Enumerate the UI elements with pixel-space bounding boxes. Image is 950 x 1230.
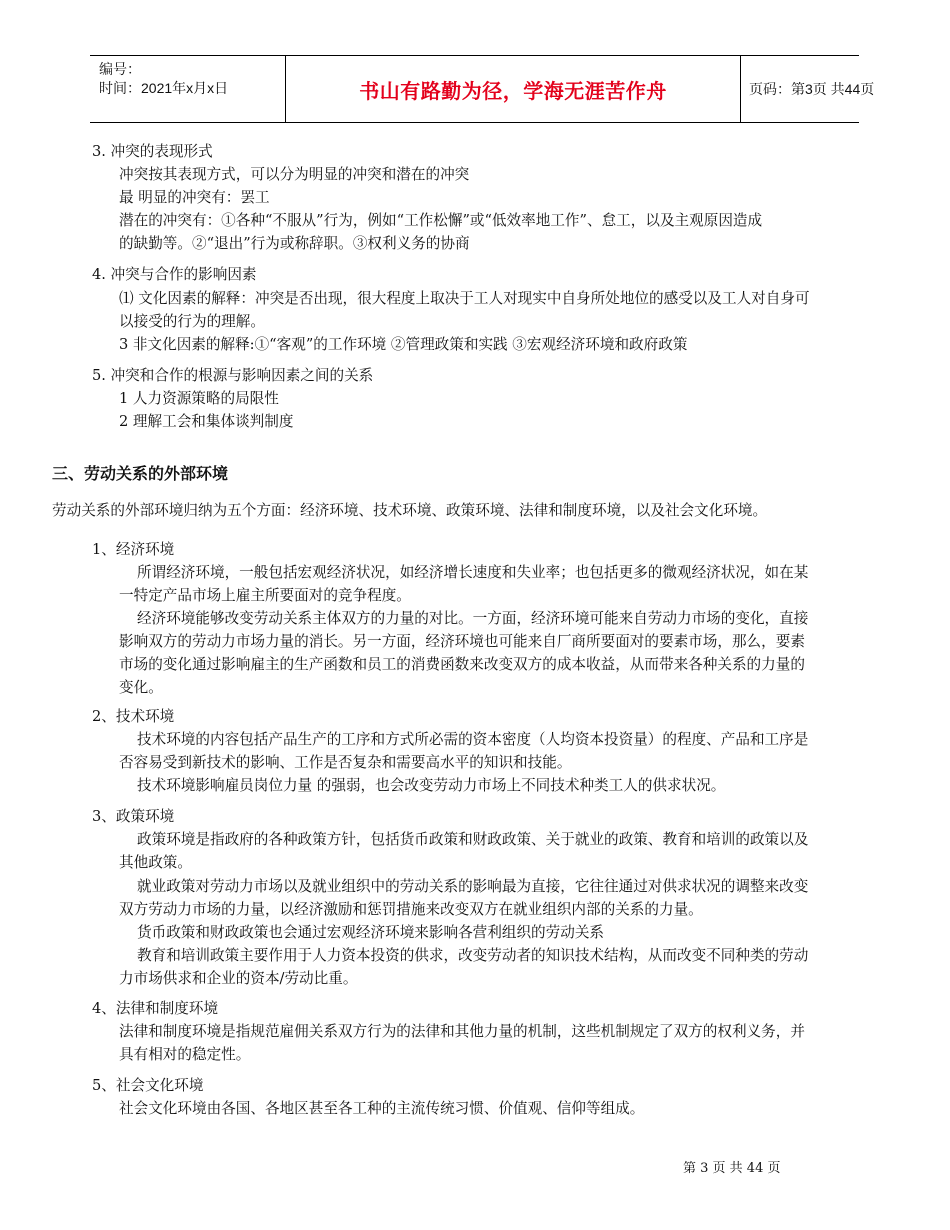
header-info-cell [90, 56, 285, 122]
code-label: 编号： [99, 61, 141, 77]
paragraph-line: 的缺勤等。②“退出”行为或称辞职。③权利义务的协商 [119, 235, 470, 252]
subsection-heading: 5、社会文化环境 [92, 1077, 204, 1094]
paragraph-line: 教育和培训政策主要作用于人力资本投资的供求，改变劳动者的知识技术结构，从而改变不同种类的劳动 [137, 947, 809, 964]
paragraph-line: 政策环境是指政府的各种政策方针，包括货币政策和财政政策、关于就业的政策、教育和培训的政策以及 [137, 831, 809, 848]
paragraph-line: 变化。 [119, 679, 163, 696]
paragraph-line: ⑴ 文化因素的解释：冲突是否出现，很大程度上取决于工人对现实中自身所处地位的感受以及工人对自身可 [119, 290, 810, 307]
page-code: 页码：第3页 共44页 [749, 81, 875, 97]
paragraph-line: 影响双方的劳动力市场力量的消长。另一方面，经济环境也可能来自厂商所要面对的要素市场，那么，要素 [119, 633, 805, 650]
paragraph-line: 其他政策。 [119, 854, 192, 871]
paragraph-line: 经济环境能够改变劳动关系主体双方的力量的对比。一方面，经济环境可能来自劳动力市场的变化，直接 [137, 610, 809, 627]
paragraph-line: 法律和制度环境是指规范雇佣关系双方行为的法律和其他力量的机制，这些机制规定了双方的权利义务，并 [119, 1023, 805, 1040]
paragraph-line: 货币政策和财政政策也会通过宏观经济环境来影响各营利组织的劳动关系 [137, 924, 605, 941]
paragraph-line: 技术环境的内容包括产品生产的工序和方式所必需的资本密度（人均资本投资量）的程度、产品和工序是 [137, 731, 809, 748]
subsection-heading: 3、政策环境 [92, 808, 175, 825]
paragraph-line: 1 人力资源策略的局限性 [119, 390, 279, 407]
paragraph-line: 市场的变化通过影响雇主的生产函数和员工的消费函数来改变双方的成本收益，从而带来各种关系的力量的 [119, 656, 805, 673]
paragraph-line: 社会文化环境由各国、各地区甚至各工种的主流传统习惯、价值观、信仰等组成。 [119, 1100, 645, 1117]
list-heading: 4. 冲突与合作的影响因素 [92, 266, 257, 283]
subsection-heading: 2、技术环境 [92, 708, 175, 725]
paragraph-line: 否容易受到新技术的影响、工作是否复杂和需要高水平的知识和技能。 [119, 754, 572, 771]
page-footer: 第 3 页 共 44 页 [683, 1161, 781, 1176]
paragraph-line: 技术环境影响雇员岗位力量 的强弱，也会改变劳动力市场上不同技术种类工人的供求状况。 [137, 777, 726, 794]
page-header [90, 55, 875, 123]
paragraph-line: 具有相对的稳定性。 [119, 1046, 251, 1063]
motto-text: 书山有路勤为径，学海无涯苦作舟 [359, 78, 667, 103]
subsection-heading: 4、法律和制度环境 [92, 1000, 219, 1017]
paragraph-line: 一特定产品市场上雇主所要面对的竞争程度。 [119, 587, 411, 604]
section-heading: 三、劳动关系的外部环境 [52, 464, 229, 483]
time-label: 时间：2021年x月x日 [99, 80, 229, 96]
paragraph-line: 所谓经济环境，一般包括宏观经济状况，如经济增长速度和失业率；也包括更多的微观经济状况，如在某 [137, 564, 809, 581]
paragraph-line: 双方劳动力市场的力量，以经济激励和惩罚措施来改变双方在就业组织内部的关系的力量。 [119, 901, 703, 918]
paragraph-line: 3 非文化因素的解释:①“客观”的工作环境 ②管理政策和实践 ③宏观经济环境和政府政策 [119, 336, 688, 353]
paragraph-line: 2 理解工会和集体谈判制度 [119, 413, 294, 430]
paragraph-line: 潜在的冲突有：①各种“不服从”行为，例如“工作松懈”或“低效率地工作”、怠工，以及主观原因造成 [119, 212, 763, 229]
subsection-heading: 1、经济环境 [92, 541, 175, 558]
paragraph-line: 就业政策对劳动力市场以及就业组织中的劳动关系的影响最为直接，它往往通过对供求状况的调整来改变 [137, 878, 809, 895]
list-heading: 3. 冲突的表现形式 [92, 143, 213, 160]
paragraph-line: 劳动关系的外部环境归纳为五个方面：经济环境、技术环境、政策环境、法律和制度环境，以及社会文化环境。 [52, 502, 768, 519]
paragraph-line: 力市场供求和企业的资本/劳动比重。 [119, 970, 358, 987]
paragraph-line: 以接受的行为的理解。 [119, 313, 265, 330]
header-motto-cell [285, 56, 741, 122]
header-page-cell [740, 56, 875, 122]
paragraph-line: 最 明显的冲突有：罢工 [119, 189, 270, 206]
list-heading: 5. 冲突和合作的根源与影响因素之间的关系 [92, 367, 374, 384]
paragraph-line: 冲突按其表现方式，可以分为明显的冲突和潜在的冲突 [119, 166, 470, 183]
